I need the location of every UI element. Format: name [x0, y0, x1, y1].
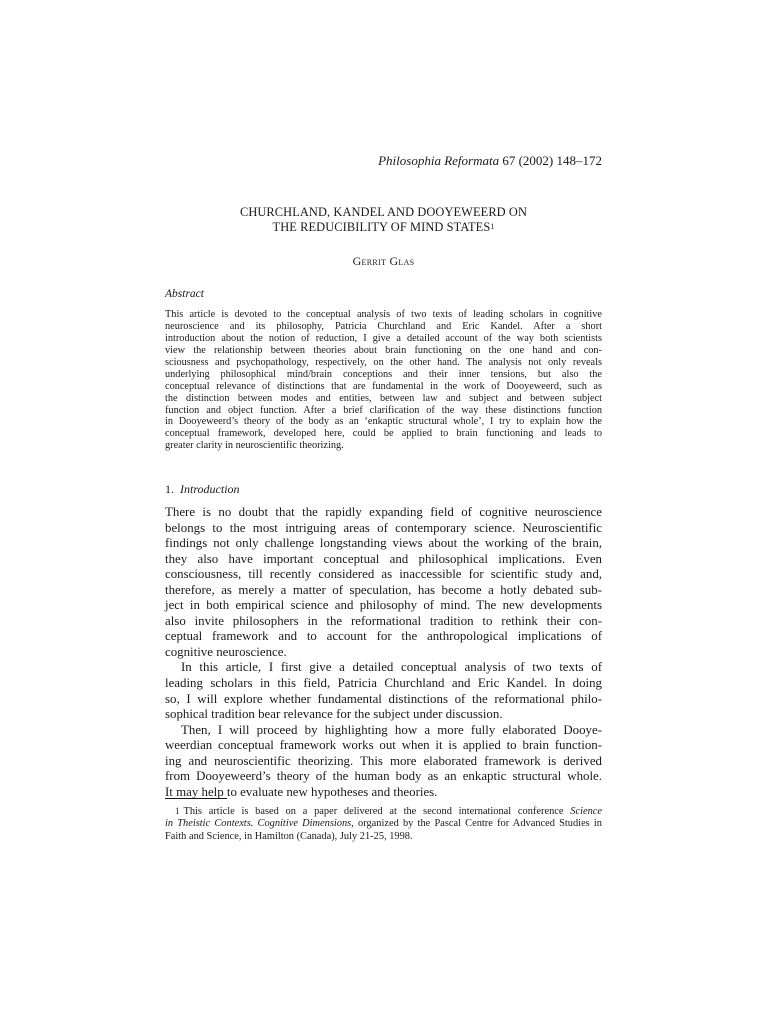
abstract-line: introduction about the notion of reduction, I give a detailed account of the way both scientists — [165, 332, 602, 344]
body-line: cognitive neuroscience. — [165, 644, 287, 659]
abstract-line: underlying philosophical mind/brain conceptions and their inner tensions, but also the — [165, 368, 602, 380]
section-heading — [165, 482, 240, 497]
abstract-line: view the relationship between theories about brain functioning on the one hand and con- — [165, 344, 602, 356]
footnote-line-2 — [165, 818, 602, 830]
title-line-2 — [165, 220, 602, 235]
journal-name: Philosophia Reformata — [378, 153, 500, 168]
body-line: ing and neuroscientific theorizing. This more elaborated framework is derived — [165, 753, 602, 768]
body-line: findings not only challenge longstanding views about the working of the brain, — [165, 536, 602, 551]
body-line: belongs to the most intriguing areas of contemporary science. Neuroscientific — [165, 520, 602, 535]
journal-citation — [378, 153, 602, 169]
footnote-italic-2: in Theistic Contexts. Cognitive Dimensions — [165, 818, 352, 830]
footnote-mark: 1 — [175, 806, 180, 816]
abstract-line: conceptual framework, developed here, could be applied to brain functioning and leads to — [165, 428, 602, 440]
body-line: therefore, as merely a matter of speculation, has become a hotly debated sub- — [165, 582, 602, 597]
abstract-line: conceptual relevance of distinctions that are fundamental in the work of Dooyeweerd, such as — [165, 380, 602, 392]
body-text — [165, 505, 602, 800]
title-line-1: CHURCHLAND, KANDEL AND DOOYEWEERD ON — [239, 205, 528, 219]
title-footnote-mark[interactable]: 1 — [490, 222, 495, 231]
abstract-heading: Abstract — [165, 288, 204, 300]
body-line: Then, I will proceed by highlighting how a more fully elaborated Dooye- — [181, 722, 602, 737]
abstract-line: in Dooyeweerd’s theory of the body as an ‘enkaptic structural whole’, I try to explain how the — [165, 416, 602, 428]
abstract-line: function and object function. After a brief clarification of the way these distinctions function — [165, 404, 602, 416]
body-line: It may help to evaluate new hypotheses and theories. — [165, 784, 438, 799]
body-line: they also have important conceptual and philosophical implications. Even — [165, 551, 602, 566]
body-line: so, I will explore whether fundamental distinctions of the reformational philo- — [165, 691, 602, 706]
body-line: ceptual framework and to account for the anthropological implications of — [165, 629, 602, 644]
title-line-2-text: THE REDUCIBILITY OF MIND STATES — [272, 220, 491, 234]
article-title — [165, 205, 602, 235]
body-line: from Dooyeweerd’s theory of the human body as an enkaptic structural whole. — [165, 769, 602, 784]
body-line: weerdian conceptual framework works out when it is applied to brain function- — [165, 738, 602, 753]
footnote-line-1 — [165, 805, 602, 818]
abstract-text — [165, 309, 602, 452]
abstract-line: neuroscience and its philosophy, Patricia Churchland and Eric Kandel. After a short — [165, 320, 602, 332]
footnote — [165, 805, 602, 843]
body-line: consciousness, till recently considered as inaccessible for scientific study and, — [165, 567, 602, 582]
body-line: also invite philosophers in the reformational tradition to rethink their con- — [165, 613, 602, 628]
abstract-line: sciousness and psychopathology, respectively, on the other hand. The analysis not only reveals — [165, 356, 602, 368]
abstract-line: greater clarity in neuroscientific theorizing. — [165, 440, 344, 452]
footnote-italic-1: Science — [570, 806, 602, 817]
footnote-text-1: This article is based on a paper delivered at the second international conference — [183, 806, 564, 817]
abstract-line: the distinction between modes and entities, between law and subject and between subject — [165, 392, 602, 404]
body-line: In this article, I first give a detailed conceptual analysis of two texts of — [181, 660, 602, 675]
body-line: ject in both empirical science and philosophy of mind. The new developments — [165, 598, 602, 613]
section-number: 1. — [165, 482, 174, 496]
body-line: sophical tradition bear relevance for the subject under discussion. — [165, 707, 503, 722]
author-name: Gerrit Glas — [352, 254, 415, 268]
footnote-text-2: , organized by the Pascal Centre for Advanced Studies in — [351, 818, 603, 830]
footnote-line-3: Faith and Science, in Hamilton (Canada), July 21-25, 1998. — [165, 830, 413, 842]
section-title: Introduction — [180, 482, 240, 496]
body-line: leading scholars in this field, Patricia Churchland and Eric Kandel. In doing — [165, 676, 602, 691]
journal-volume-pages: 67 (2002) 148–172 — [502, 153, 602, 168]
abstract-line: This article is devoted to the conceptual analysis of two texts of leading scholars in cognitive — [165, 309, 602, 320]
footnote-divider — [165, 798, 227, 799]
body-line: There is no doubt that the rapidly expanding field of cognitive neuroscience — [165, 505, 602, 519]
